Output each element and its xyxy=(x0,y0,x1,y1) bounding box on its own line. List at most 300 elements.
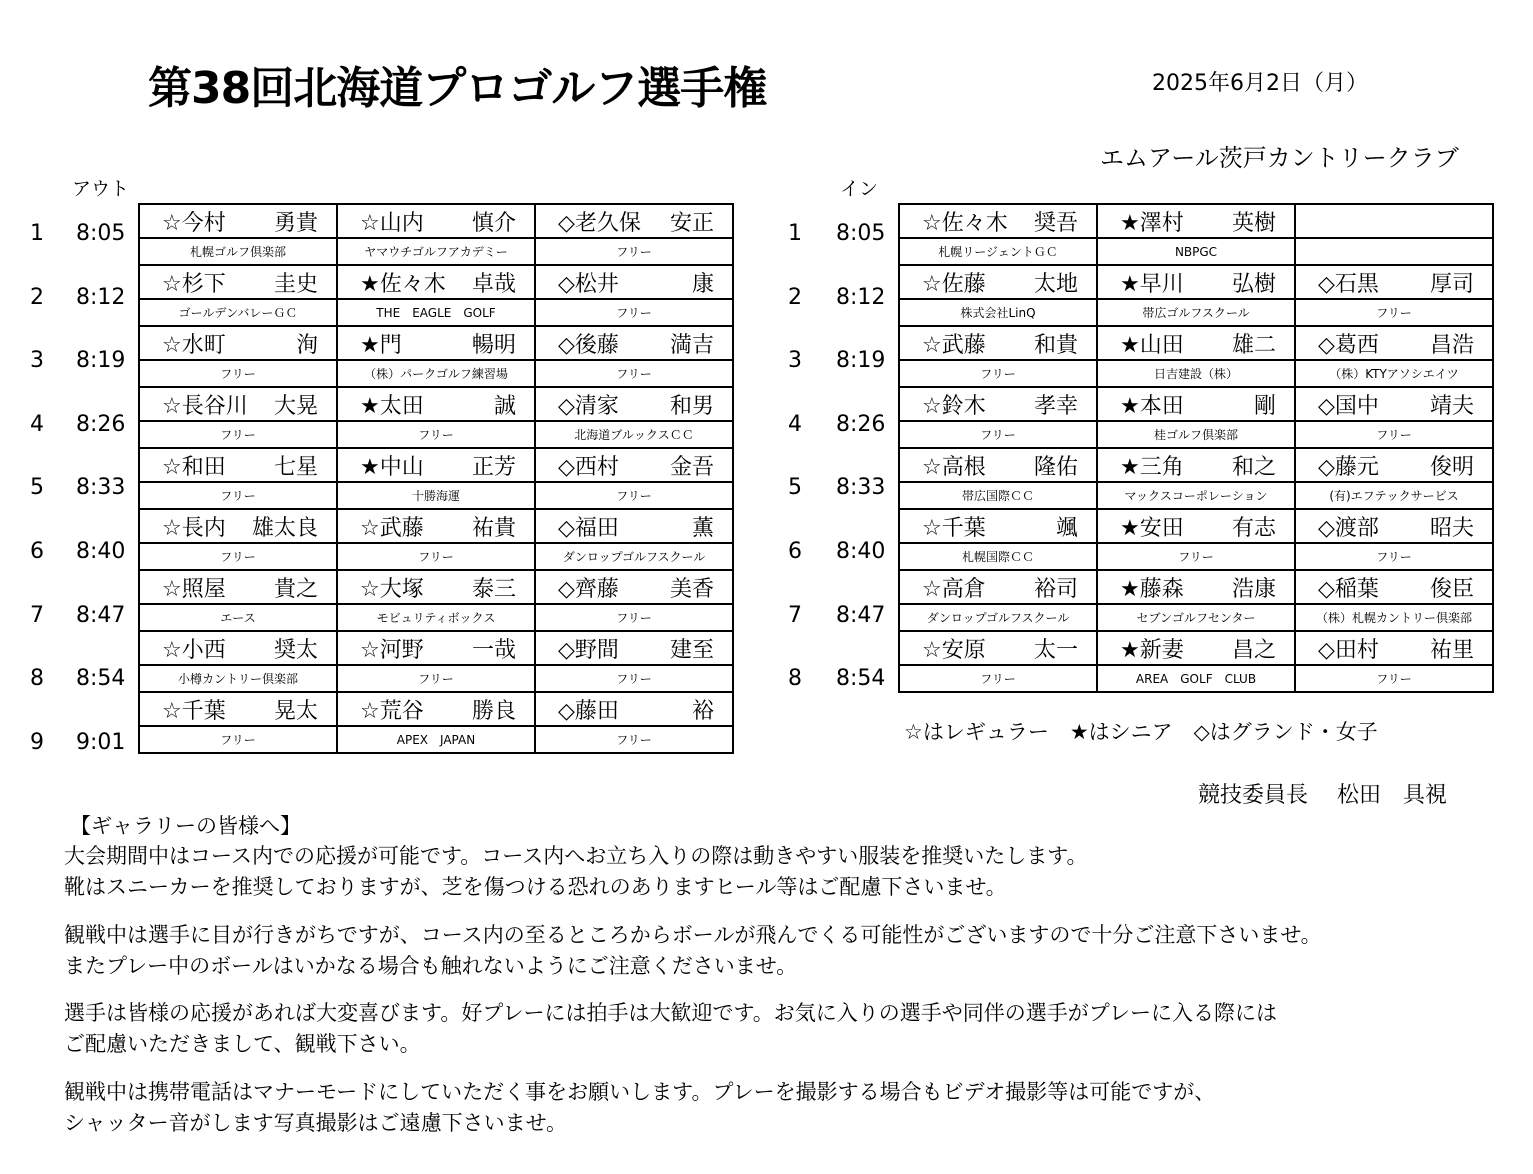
player-first-name: 満吉 xyxy=(669,332,714,358)
notice-paragraph xyxy=(64,920,1322,982)
player-category-mark: ◇ xyxy=(1318,576,1335,602)
group-name-row xyxy=(139,692,733,726)
notice-line: 大会期間中はコース内での応援が可能です。コース内へお立ち入りの際は動きやすい服装を推奨いたします。 xyxy=(64,844,1088,868)
player-category-mark: ◇ xyxy=(558,515,575,541)
player-cell xyxy=(899,509,1097,543)
player-category-mark: ★ xyxy=(1120,515,1140,541)
player-first-name: 弘樹 xyxy=(1231,271,1276,297)
group-club-row xyxy=(899,604,1493,631)
player-category-mark: ◇ xyxy=(558,393,575,419)
player-first-name: 太一 xyxy=(1033,637,1078,663)
player-name xyxy=(1120,328,1276,359)
player-name xyxy=(558,389,714,420)
player-name xyxy=(558,328,714,359)
player-club: フリー xyxy=(1295,665,1493,692)
player-cell xyxy=(1097,631,1295,665)
tee-time: 9:01 xyxy=(76,729,126,755)
player-name xyxy=(922,511,1078,542)
player-cell xyxy=(1295,570,1493,604)
player-last-name: ◇齊藤 xyxy=(558,576,619,602)
player-club: （株）パークゴルフ練習場 xyxy=(337,360,535,387)
player-last-name: ★早川 xyxy=(1120,271,1184,297)
group-name-row xyxy=(899,631,1493,665)
player-name xyxy=(162,389,318,420)
player-last-name: ★三角 xyxy=(1120,454,1184,480)
notice-paragraph xyxy=(64,841,1088,903)
notice-line: 観戦中は選手に目が行きがちですが、コース内の至るところからボールが飛んでくる可能性がございますので十分ご注意下さいませ。 xyxy=(64,923,1322,947)
player-club: 札幌ゴルフ倶楽部 xyxy=(139,238,337,265)
player-club: フリー xyxy=(337,421,535,448)
player-category-mark: ☆ xyxy=(162,576,182,602)
player-name xyxy=(1120,633,1276,664)
player-name xyxy=(558,572,714,603)
player-last-name: ★新妻 xyxy=(1120,637,1184,663)
player-category-mark: ◇ xyxy=(558,637,575,663)
player-name xyxy=(360,511,516,542)
player-club: フリー xyxy=(139,726,337,753)
player-cell xyxy=(337,326,535,360)
player-first-name: 暢明 xyxy=(471,332,516,358)
group-number: 7 xyxy=(30,602,44,628)
player-first-name: 太地 xyxy=(1033,271,1078,297)
player-cell xyxy=(535,570,733,604)
player-first-name: 卓哉 xyxy=(471,271,516,297)
player-club: フリー xyxy=(535,604,733,631)
player-first-name: 七星 xyxy=(273,454,318,480)
player-first-name: 有志 xyxy=(1231,515,1276,541)
player-first-name: 颯 xyxy=(1055,515,1078,541)
player-club: THE EAGLE GOLF xyxy=(337,299,535,326)
player-last-name: ☆和田 xyxy=(162,454,226,480)
group-number: 2 xyxy=(788,284,802,310)
player-first-name: 金吾 xyxy=(669,454,714,480)
player-category-mark: ◇ xyxy=(558,576,575,602)
player-name xyxy=(162,694,318,725)
player-cell xyxy=(337,570,535,604)
player-club: フリー xyxy=(139,421,337,448)
player-last-name: ☆高根 xyxy=(922,454,986,480)
tee-time: 8:19 xyxy=(76,348,126,374)
group-number: 6 xyxy=(788,539,802,564)
player-last-name: ◇老久保 xyxy=(558,210,641,236)
notice-line: ご配慮いただきまして、観戦下さい。 xyxy=(64,1032,421,1056)
player-first-name: 隆佑 xyxy=(1033,454,1078,480)
tee-time: 8:47 xyxy=(76,602,126,628)
notice-line: シャッター音がします写真撮影はご遠慮下さいませ。 xyxy=(64,1111,567,1135)
player-name xyxy=(360,633,516,664)
player-category-mark: ☆ xyxy=(360,637,380,663)
player-club: エース xyxy=(139,604,337,631)
player-first-name: 泰三 xyxy=(471,576,516,602)
player-club: ヤマウチゴルフアカデミー xyxy=(337,238,535,265)
player-category-mark: ◇ xyxy=(1318,515,1335,541)
player-last-name: ◇稲葉 xyxy=(1318,576,1379,602)
player-first-name: 安正 xyxy=(669,210,714,236)
group-club-row xyxy=(899,299,1493,326)
player-club: フリー xyxy=(1097,543,1295,570)
player-club: フリー xyxy=(337,665,535,692)
group-name-row xyxy=(139,631,733,665)
player-first-name: 裕 xyxy=(691,698,714,724)
player-last-name: ☆長谷川 xyxy=(162,393,248,419)
player-first-name: 英樹 xyxy=(1231,210,1276,236)
tee-time: 8:26 xyxy=(76,411,126,437)
player-first-name: 薫 xyxy=(691,515,714,541)
player-club: フリー xyxy=(899,360,1097,387)
player-category-mark: ★ xyxy=(1120,576,1140,602)
player-first-name: 祐貴 xyxy=(471,515,516,541)
group-club-row xyxy=(899,543,1493,570)
group-club-row xyxy=(139,604,733,631)
player-cell xyxy=(139,509,337,543)
player-category-mark: ★ xyxy=(1120,271,1140,297)
player-category-mark: ☆ xyxy=(162,393,182,419)
player-cell xyxy=(899,570,1097,604)
player-category-mark: ☆ xyxy=(922,332,942,358)
player-cell xyxy=(337,631,535,665)
player-first-name: 圭史 xyxy=(273,271,318,297)
player-first-name: 建至 xyxy=(669,637,714,663)
player-category-mark: ★ xyxy=(1120,637,1140,663)
player-last-name: ★山田 xyxy=(1120,332,1184,358)
group-club-row xyxy=(139,665,733,692)
player-category-mark: ☆ xyxy=(162,332,182,358)
player-cell xyxy=(535,692,733,726)
player-cell xyxy=(1295,509,1493,543)
player-name xyxy=(162,328,318,359)
player-name xyxy=(360,694,516,725)
player-first-name: 昭夫 xyxy=(1429,515,1474,541)
player-name xyxy=(1318,328,1474,359)
player-club: (有)エフテックサービス xyxy=(1295,482,1493,509)
player-last-name: ☆山内 xyxy=(360,210,424,236)
player-club: AREA GOLF CLUB xyxy=(1097,665,1295,692)
player-category-mark: ★ xyxy=(1120,210,1140,236)
player-club: マックスコーポレーション xyxy=(1097,482,1295,509)
player-club: フリー xyxy=(899,421,1097,448)
tee-time: 8:33 xyxy=(76,475,126,501)
player-club: 帯広国際ＣＣ xyxy=(899,482,1097,509)
player-name xyxy=(1318,450,1474,481)
player-club: フリー xyxy=(1295,421,1493,448)
player-cell xyxy=(1097,448,1295,482)
venue-name: エムアール茨戸カントリークラブ xyxy=(1100,144,1459,172)
player-club: セブンゴルフセンター xyxy=(1097,604,1295,631)
player-name xyxy=(162,267,318,298)
player-last-name: ◇藤田 xyxy=(558,698,619,724)
player-category-mark: ☆ xyxy=(922,210,942,236)
player-first-name: 一哉 xyxy=(471,637,516,663)
player-first-name: 洵 xyxy=(295,332,318,358)
player-category-mark: ☆ xyxy=(922,515,942,541)
player-club: ゴールデンバレーＧＣ xyxy=(139,299,337,326)
tee-time: 8:05 xyxy=(76,221,126,246)
player-name xyxy=(558,511,714,542)
player-cell xyxy=(337,265,535,299)
player-category-mark: ◇ xyxy=(558,271,575,297)
player-cell xyxy=(1295,204,1493,238)
tee-time: 8:54 xyxy=(76,666,126,692)
player-name xyxy=(922,206,1078,237)
player-first-name: 俊明 xyxy=(1429,454,1474,480)
player-category-mark: ★ xyxy=(1120,393,1140,419)
player-cell xyxy=(899,265,1097,299)
group-name-row xyxy=(899,204,1493,238)
tee-time: 8:40 xyxy=(76,539,126,564)
player-club: ダンロップゴルフスクール xyxy=(899,604,1097,631)
player-first-name: 康 xyxy=(691,271,714,297)
player-first-name: 裕司 xyxy=(1033,576,1078,602)
player-first-name: 勝良 xyxy=(471,698,516,724)
group-name-row xyxy=(139,326,733,360)
tee-time: 8:47 xyxy=(836,602,886,628)
group-club-row xyxy=(139,726,733,753)
player-last-name: ☆高倉 xyxy=(922,576,986,602)
player-club: （株）札幌カントリー倶楽部 xyxy=(1295,604,1493,631)
tee-time: 8:33 xyxy=(836,475,886,501)
tee-time: 8:12 xyxy=(836,284,886,310)
player-category-mark: ◇ xyxy=(1318,454,1335,480)
group-name-row xyxy=(139,570,733,604)
player-name xyxy=(558,694,714,725)
player-name xyxy=(558,450,714,481)
player-name xyxy=(922,633,1078,664)
player-last-name: ◇野間 xyxy=(558,637,619,663)
player-club: 小樽カントリー倶楽部 xyxy=(139,665,337,692)
player-name xyxy=(558,633,714,664)
player-cell xyxy=(1295,448,1493,482)
player-cell xyxy=(1295,265,1493,299)
player-cell xyxy=(535,448,733,482)
player-last-name: ◇国中 xyxy=(1318,393,1379,419)
player-first-name: 昌浩 xyxy=(1429,332,1474,358)
player-category-mark: ☆ xyxy=(162,271,182,297)
player-category-mark: ◇ xyxy=(558,332,575,358)
player-club: フリー xyxy=(139,543,337,570)
group-number: 6 xyxy=(30,539,44,564)
player-category-mark: ☆ xyxy=(922,454,942,480)
in-tee-table xyxy=(898,203,1494,693)
group-name-row xyxy=(139,509,733,543)
player-name xyxy=(922,328,1078,359)
player-last-name: ☆河野 xyxy=(360,637,424,663)
player-first-name: 厚司 xyxy=(1429,271,1474,297)
player-last-name: ★澤村 xyxy=(1120,210,1184,236)
player-first-name: 雄二 xyxy=(1231,332,1276,358)
player-category-mark: ☆ xyxy=(360,210,380,236)
player-club: ダンロップゴルフスクール xyxy=(535,543,733,570)
player-cell xyxy=(337,387,535,421)
player-name xyxy=(922,572,1078,603)
player-category-mark: ★ xyxy=(360,332,380,358)
player-cell xyxy=(1097,509,1295,543)
player-first-name: 孝幸 xyxy=(1033,393,1078,419)
group-club-row xyxy=(139,482,733,509)
player-cell xyxy=(1097,204,1295,238)
player-club: フリー xyxy=(139,360,337,387)
group-name-row xyxy=(139,387,733,421)
player-category-mark: ☆ xyxy=(162,698,182,724)
player-club: APEX JAPAN xyxy=(337,726,535,753)
player-cell xyxy=(899,326,1097,360)
player-cell xyxy=(139,387,337,421)
player-name xyxy=(922,450,1078,481)
player-cell xyxy=(535,631,733,665)
notice-line: 選手は皆様の応援があれば大変喜びます。好プレーには拍手は大歓迎です。お気に入りの選手や同伴の選手がプレーに入る際には xyxy=(64,1001,1277,1025)
player-name xyxy=(162,633,318,664)
player-last-name: ☆小西 xyxy=(162,637,226,663)
group-number: 8 xyxy=(30,666,44,692)
group-name-row xyxy=(899,570,1493,604)
player-cell xyxy=(535,204,733,238)
player-last-name: ☆千葉 xyxy=(922,515,986,541)
player-first-name: 正芳 xyxy=(471,454,516,480)
player-name xyxy=(162,572,318,603)
player-last-name: ☆水町 xyxy=(162,332,226,358)
player-name xyxy=(1318,389,1474,420)
tee-time: 8:12 xyxy=(76,284,126,310)
player-category-mark: ★ xyxy=(360,454,380,480)
player-last-name: ☆大塚 xyxy=(360,576,424,602)
player-category-mark: ★ xyxy=(1120,454,1140,480)
player-club: モビュリティボックス xyxy=(337,604,535,631)
player-club: 札幌国際ＣＣ xyxy=(899,543,1097,570)
player-name xyxy=(1120,572,1276,603)
player-last-name: ★門 xyxy=(360,332,402,358)
player-last-name: ◇藤元 xyxy=(1318,454,1379,480)
player-last-name: ★本田 xyxy=(1120,393,1184,419)
group-name-row xyxy=(139,204,733,238)
player-category-mark: ◇ xyxy=(1318,393,1335,419)
notice-heading: 【ギャラリーの皆様へ】 xyxy=(70,814,301,838)
player-last-name: ★中山 xyxy=(360,454,424,480)
group-number: 1 xyxy=(788,221,802,246)
player-last-name: ☆佐藤 xyxy=(922,271,986,297)
player-name xyxy=(162,206,318,237)
player-club: 札幌リージェントＧＣ xyxy=(899,238,1097,265)
player-cell xyxy=(899,387,1097,421)
player-last-name: ◇西村 xyxy=(558,454,619,480)
player-category-mark: ☆ xyxy=(922,576,942,602)
player-cell xyxy=(1295,326,1493,360)
player-first-name: 浩康 xyxy=(1231,576,1276,602)
player-club: フリー xyxy=(535,726,733,753)
group-number: 7 xyxy=(788,602,802,628)
group-club-row xyxy=(139,299,733,326)
group-name-row xyxy=(139,265,733,299)
player-name xyxy=(1318,267,1474,298)
group-club-row xyxy=(899,421,1493,448)
notice-line: 観戦中は携帯電話はマナーモードにしていただく事をお願いします。プレーを撮影する場合もビデオ撮影等は可能ですが、 xyxy=(64,1080,1216,1104)
player-first-name: 勇貴 xyxy=(273,210,318,236)
player-first-name: 昌之 xyxy=(1231,637,1276,663)
tee-time: 8:26 xyxy=(836,411,886,437)
player-last-name: ◇渡部 xyxy=(1318,515,1379,541)
player-cell xyxy=(1097,265,1295,299)
group-club-row xyxy=(139,360,733,387)
group-name-row xyxy=(899,509,1493,543)
player-name xyxy=(360,572,516,603)
player-last-name: ◇福田 xyxy=(558,515,619,541)
player-name xyxy=(1318,633,1474,664)
tee-time: 8:19 xyxy=(836,348,886,374)
player-last-name: ☆武藤 xyxy=(922,332,986,358)
player-last-name: ★安田 xyxy=(1120,515,1184,541)
player-last-name: ☆佐々木 xyxy=(922,210,1008,236)
group-number: 4 xyxy=(30,411,44,437)
group-club-row xyxy=(899,360,1493,387)
player-name xyxy=(360,389,516,420)
player-cell xyxy=(1097,326,1295,360)
player-category-mark: ☆ xyxy=(922,271,942,297)
player-cell xyxy=(139,265,337,299)
player-name xyxy=(360,450,516,481)
player-first-name: 誠 xyxy=(493,393,516,419)
player-last-name: ◇後藤 xyxy=(558,332,619,358)
tee-time: 8:54 xyxy=(836,666,886,692)
notice-paragraph xyxy=(64,1077,1215,1139)
player-last-name: ☆武藤 xyxy=(360,515,424,541)
player-cell xyxy=(139,326,337,360)
out-tee-table xyxy=(138,203,734,754)
player-first-name: 和男 xyxy=(669,393,714,419)
player-name xyxy=(360,267,516,298)
player-category-mark: ☆ xyxy=(162,637,182,663)
player-name xyxy=(162,511,318,542)
player-category-mark: ◇ xyxy=(558,698,575,724)
player-category-mark: ★ xyxy=(360,393,380,419)
player-cell xyxy=(1097,570,1295,604)
player-category-mark: ☆ xyxy=(162,515,182,541)
player-cell xyxy=(1295,387,1493,421)
group-number: 3 xyxy=(30,348,44,374)
tee-time: 8:40 xyxy=(836,539,886,564)
group-name-row xyxy=(899,448,1493,482)
in-label: イン xyxy=(840,178,879,200)
player-last-name: ☆千葉 xyxy=(162,698,226,724)
player-club: 帯広ゴルフスクール xyxy=(1097,299,1295,326)
notice-paragraph xyxy=(64,998,1277,1060)
player-category-mark: ◇ xyxy=(558,210,575,236)
player-first-name: 美香 xyxy=(669,576,714,602)
player-last-name: ◇石黒 xyxy=(1318,271,1379,297)
player-category-mark: ☆ xyxy=(360,698,380,724)
group-club-row xyxy=(139,421,733,448)
player-cell xyxy=(139,692,337,726)
player-club: 日吉建設（株） xyxy=(1097,360,1295,387)
group-number: 8 xyxy=(788,666,802,692)
player-club: （株）KTYアソシエイツ xyxy=(1295,360,1493,387)
player-name xyxy=(922,389,1078,420)
player-category-mark: ☆ xyxy=(922,637,942,663)
player-name xyxy=(1120,511,1276,542)
player-cell xyxy=(535,326,733,360)
player-name xyxy=(558,206,714,237)
player-last-name: ◇松井 xyxy=(558,271,619,297)
player-name xyxy=(558,267,714,298)
player-club xyxy=(1295,238,1493,265)
player-last-name: ☆安原 xyxy=(922,637,986,663)
player-club: フリー xyxy=(535,665,733,692)
event-date: 2025年6月2日（月） xyxy=(1152,71,1368,96)
player-category-mark: ◇ xyxy=(1318,332,1335,358)
player-club: 桂ゴルフ倶楽部 xyxy=(1097,421,1295,448)
group-club-row xyxy=(139,238,733,265)
player-name xyxy=(922,267,1078,298)
player-first-name: 大晃 xyxy=(273,393,318,419)
notice-line: 靴はスニーカーを推奨しておりますが、芝を傷つける恐れのありますヒール等はご配慮下さいませ。 xyxy=(64,875,1007,899)
mark-legend: ☆はレギュラー ★はシニア ◇はグランド・女子 xyxy=(904,720,1378,744)
